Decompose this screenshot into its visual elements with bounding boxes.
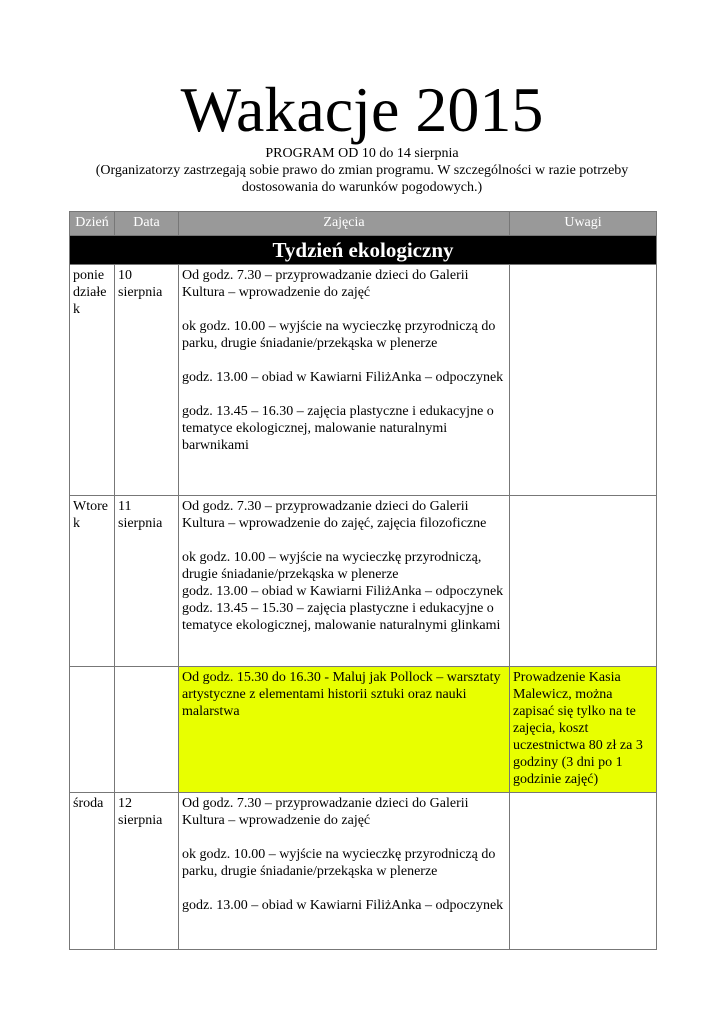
table-row <box>70 265 657 496</box>
activity-entry: Od godz. 7.30 – przyprowadzanie dzieci do Galerii Kultura – wprowadzenie do zajęć, zajęcia filozoficzne <box>182 499 487 531</box>
table-row <box>70 667 657 793</box>
activity-entry: ok godz. 10.00 – wyjście na wycieczkę przyrodniczą do parku, drugie śniadanie/przekąska w plenerze <box>182 319 496 351</box>
week-title: Tydzień ekologiczny <box>70 236 657 265</box>
activity-entry: ok godz. 10.00 – wyjście na wycieczkę przyrodniczą do parku, drugie śniadanie/przekąska w plenerze <box>182 847 496 879</box>
activities-cell <box>179 496 510 667</box>
date-cell: 11 sierpnia <box>115 496 179 667</box>
activity-entry: Od godz. 7.30 – przyprowadzanie dzieci do Galerii Kultura – wprowadzenie do zajęć <box>182 268 469 300</box>
date-cell <box>115 667 179 793</box>
disclaimer-text: (Organizatorzy zastrzegają sobie prawo do zmian programu. W szczególności w razie potrzeby dostosowania do warunków pogodowych.) <box>95 163 629 195</box>
workshop-notes-cell: Prowadzenie Kasia Malewicz, można zapisać się tylko na te zajęcia, koszt uczestnictwa 80 zł za 3 godziny (3 dni po 1 godzinie zajęć) <box>510 667 657 793</box>
activity-entry: ok godz. 10.00 – wyjście na wycieczkę przyrodniczą, drugie śniadanie/przekąska w plenerze <box>182 550 482 582</box>
day-cell: środa <box>70 793 115 950</box>
notes-cell <box>510 265 657 496</box>
activities-cell <box>179 793 510 950</box>
activities-cell <box>179 265 510 496</box>
activity-entry: godz. 13.00 – obiad w Kawiarni FiliżAnka – odpoczynek <box>182 370 504 385</box>
week-title-row <box>70 236 657 265</box>
column-header-activities: Zajęcia <box>179 212 510 236</box>
date-cell: 10 sierpnia <box>115 265 179 496</box>
day-cell: ponie działe k <box>70 265 115 496</box>
activity-entry: godz. 13.45 – 16.30 – zajęcia plastyczne i edukacyjne o tematyce ekologicznej, malowanie naturalnymi barwnikami <box>182 404 494 453</box>
date-cell: 12 sierpnia <box>115 793 179 950</box>
program-subtitle: PROGRAM OD 10 do 14 sierpnia <box>265 146 459 161</box>
day-cell: Wtore k <box>70 496 115 667</box>
activity-entry: godz. 13.00 – obiad w Kawiarni FiliżAnka – odpoczynek <box>182 584 504 599</box>
activity-entry: godz. 13.00 – obiad w Kawiarni FiliżAnka – odpoczynek <box>182 898 504 913</box>
column-header-notes: Uwagi <box>510 212 657 236</box>
page-title: Wakacje 2015 <box>180 74 544 145</box>
table-header-row <box>70 212 657 236</box>
notes-cell <box>510 496 657 667</box>
schedule-table <box>69 211 657 950</box>
column-header-day: Dzień <box>70 212 115 236</box>
column-header-date: Data <box>115 212 179 236</box>
activity-entry: godz. 13.45 – 15.30 – zajęcia plastyczne i edukacyjne o tematyce ekologicznej, malowanie naturalnymi glinkami <box>182 601 501 633</box>
table-row <box>70 793 657 950</box>
activity-entry: Od godz. 15.30 do 16.30 - Maluj jak Pollock – warsztaty artystyczne z elementami historii sztuki oraz nauki malarstwa <box>182 670 501 719</box>
notes-cell <box>510 793 657 950</box>
day-cell <box>70 667 115 793</box>
activity-entry: Od godz. 7.30 – przyprowadzanie dzieci do Galerii Kultura – wprowadzenie do zajęć <box>182 796 469 828</box>
workshop-activity-cell <box>179 667 510 793</box>
table-row <box>70 496 657 667</box>
